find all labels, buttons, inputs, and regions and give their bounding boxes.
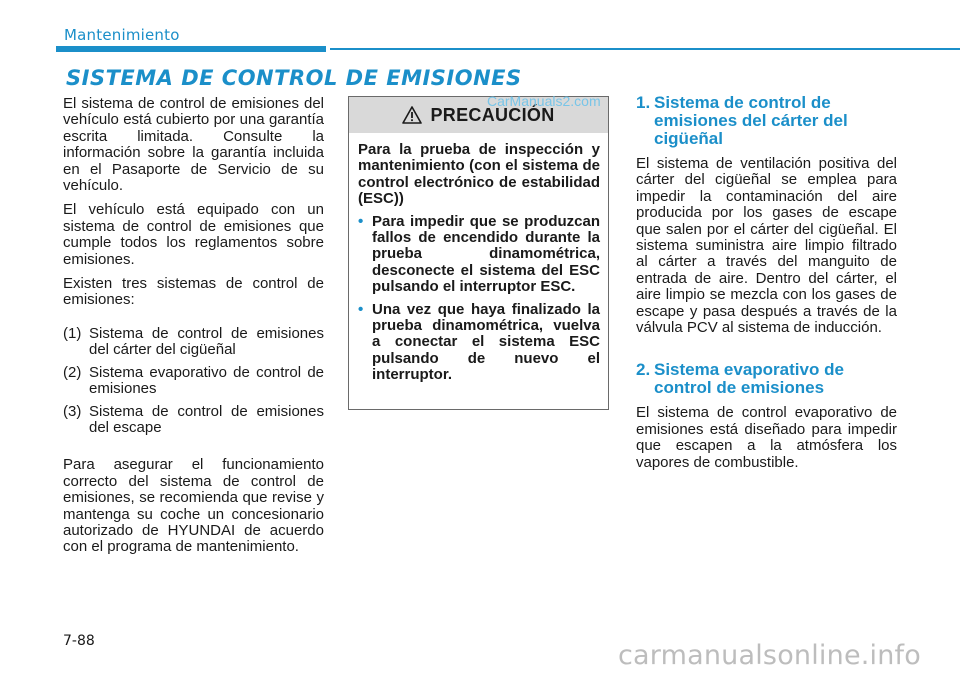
section-label: Mantenimiento [64,26,180,44]
watermark-bottom: carmanualsonline.info [618,640,921,671]
list-item [63,404,324,437]
paragraph-systems-intro: Existen tres sistemas de control de emisiones: [63,275,324,309]
list-item [358,214,600,296]
caution-bullets [358,214,600,384]
left-column [63,96,324,556]
paragraph-evaporative: El sistema de control evaporativo de emisiones está diseñado para impedir que escapen a la atmósfera los vapores de combustible. [636,404,897,471]
subheading-number: 1. [636,93,651,112]
list-item-text: Sistema evaporativo de control de emisiones [89,363,324,398]
subheading-text: Sistema de control de emisiones del cárter del cigüeñal [654,93,848,148]
paragraph-crankcase: El sistema de ventilación positiva del cárter del cigüeñal se emplea para impedir la contaminación del aire producida por los gases de escape que salen por el cárter del cigüeñal. El sistema suministra aire limpio filtrado al cárter a través del manguito de entrada de aire. Dentro del cárter, el aire limpio se mezcla con los gases de escape y pasa después a través de la válvula PCV al sistema de inducción. [636,155,897,337]
subheading-evaporative [636,361,897,397]
bullet-icon: • [358,212,364,230]
right-column [636,94,897,471]
caution-title: PRECAUCIÓN [430,104,555,125]
list-item-text: Sistema de control de emisiones del cárter del cigüeñal [89,324,324,359]
paragraph-warranty: El sistema de control de emisiones del vehículo está cubierto por una garantía escrita limitada. Consulte la información sobre la garantía incluida en el Pasaporte de Servicio de su vehículo. [63,95,324,195]
subheading-text: Sistema evaporativo de control de emisiones [654,360,844,398]
header-rule-thin [330,48,960,50]
caution-body [349,133,608,384]
page-title: SISTEMA DE CONTROL DE EMISIONES [66,66,522,90]
list-item [63,326,324,359]
paragraph-equipment: El vehículo está equipado con un sistema de control de emisiones que cumple todos los reglamentos sobre emisiones. [63,201,324,268]
list-item [358,302,600,384]
warning-triangle-icon [402,106,422,124]
caution-bullet-text: Una vez que haya finalizado la prueba dinamométrica, vuelva a conectar el sistema ESC pulsando de nuevo el interruptor. [372,300,600,384]
caution-bullet-text: Para impedir que se produzcan fallos de encendido durante la prueba dinamométrica, desconecte el sistema del ESC pulsando el interruptor ESC. [372,212,600,296]
header-rule-thick [56,46,326,52]
paragraph-maintenance: Para asegurar el funcionamiento correcto del sistema de control de emisiones, se recomienda que revise y mantenga su coche un concesionario autorizado de HYUNDAI de acuerdo con el programa de mantenimiento. [63,456,324,556]
watermark-top: CarManuals2.com [487,93,601,109]
systems-list [63,326,324,436]
list-item [63,365,324,398]
list-item-number: (3) [63,402,82,420]
list-item-number: (1) [63,324,82,342]
list-item-number: (2) [63,363,82,381]
caution-box [348,96,609,410]
bullet-icon: • [358,300,364,318]
subheading-crankcase [636,94,897,148]
page-number: 7-88 [63,633,95,649]
caution-intro: Para la prueba de inspección y mantenimiento (con el sistema de control electrónico de estabilidad (ESC)) [358,141,600,208]
subheading-number: 2. [636,360,651,380]
list-item-text: Sistema de control de emisiones del escape [89,402,324,436]
